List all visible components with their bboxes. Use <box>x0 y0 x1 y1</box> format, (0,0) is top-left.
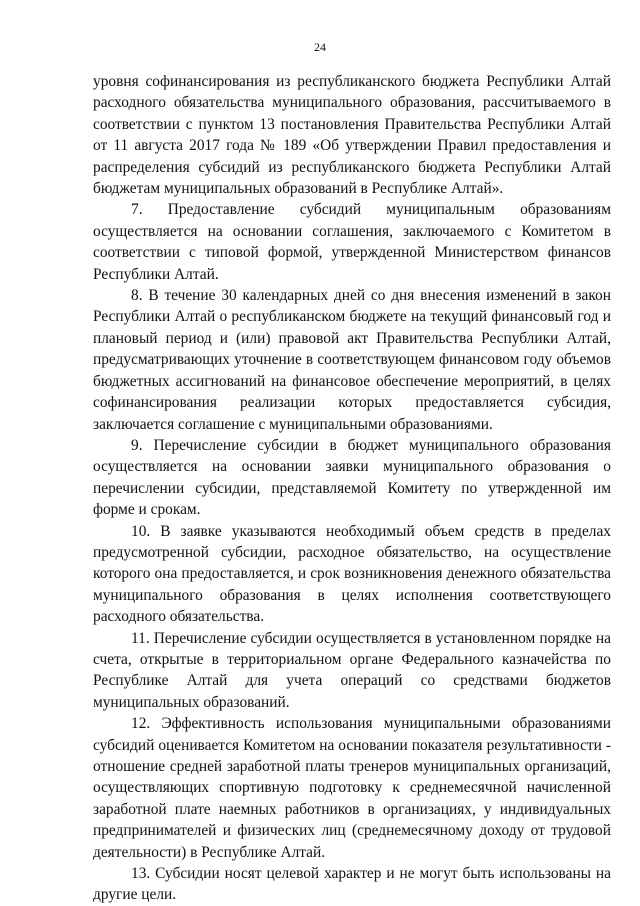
paragraph-continuation: уровня софинансирования из республиканского бюджета Республики Алтай расходного обязательства муниципального образования, рассчитываемого в соответствии с пунктом 13 постановления Правительства Республики Алтай от 11 августа 2017 года № 189 «Об утверждении Правил предоставления и распределения субсидий из республиканского бюджета Республики Алтай бюджетам муниципальных образований в Республике Алтай». <box>93 73 611 198</box>
page-number: 24 <box>314 40 326 54</box>
paragraph-8: 8. В течение 30 календарных дней со дня внесения изменений в закон Республики Алтай о республиканском бюджете на текущий финансовый год и плановый период и (или) правовой акт Правительства Республики Алтай, предусматривающих уточнение в соответствующем финансовом году объемов бюджетных ассигнований на финансовое обеспечение мероприятий, в целях софинансирования реализации которых предоставляется субсидия, заключается соглашение с муниципальными образованиями. <box>93 287 611 433</box>
document-body <box>93 71 611 906</box>
paragraph-12: 12. Эффективность использования муниципальными образованиями субсидий оценивается Комитетом на основании показателя результативности - отношение средней заработной платы тренеров муниципальных организаций, осуществляющих спортивную подготовку к среднемесячной начисленной заработной плате наемных работников в организациях, у индивидуальных предпринимателей и физических лиц (среднемесячному доходу от трудовой деятельности) в Республике Алтай. <box>93 715 611 861</box>
paragraph-7: 7. Предоставление субсидий муниципальным образованиям осуществляется на основании соглашения, заключаемого с Комитетом в соответствии с типовой формой, утвержденной Министерством финансов Республики Алтай. <box>93 201 611 283</box>
paragraph-11: 11. Перечисление субсидии осуществляется в установленном порядке на счета, открытые в территориальном органе Федерального казначейства по Республике Алтай для учета операций со средствами бюджетов муниципальных образований. <box>93 629 611 711</box>
paragraph-9: 9. Перечисление субсидии в бюджет муниципального образования осуществляется на основании заявки муниципального образования о перечислении субсидии, представляемой Комитету по утвержденной им форме и срокам. <box>93 436 611 519</box>
paragraph-10: 10. В заявке указываются необходимый объем средств в пределах предусмотренной субсидии, расходное обязательство, на осуществление которого она предоставляется, и срок возникновения денежного обязательства муниципального образования в целях исполнения соответствующего расходного обязательства. <box>93 522 611 626</box>
paragraph-13: 13. Субсидии носят целевой характер и не могут быть использованы на другие цели. <box>93 865 611 904</box>
